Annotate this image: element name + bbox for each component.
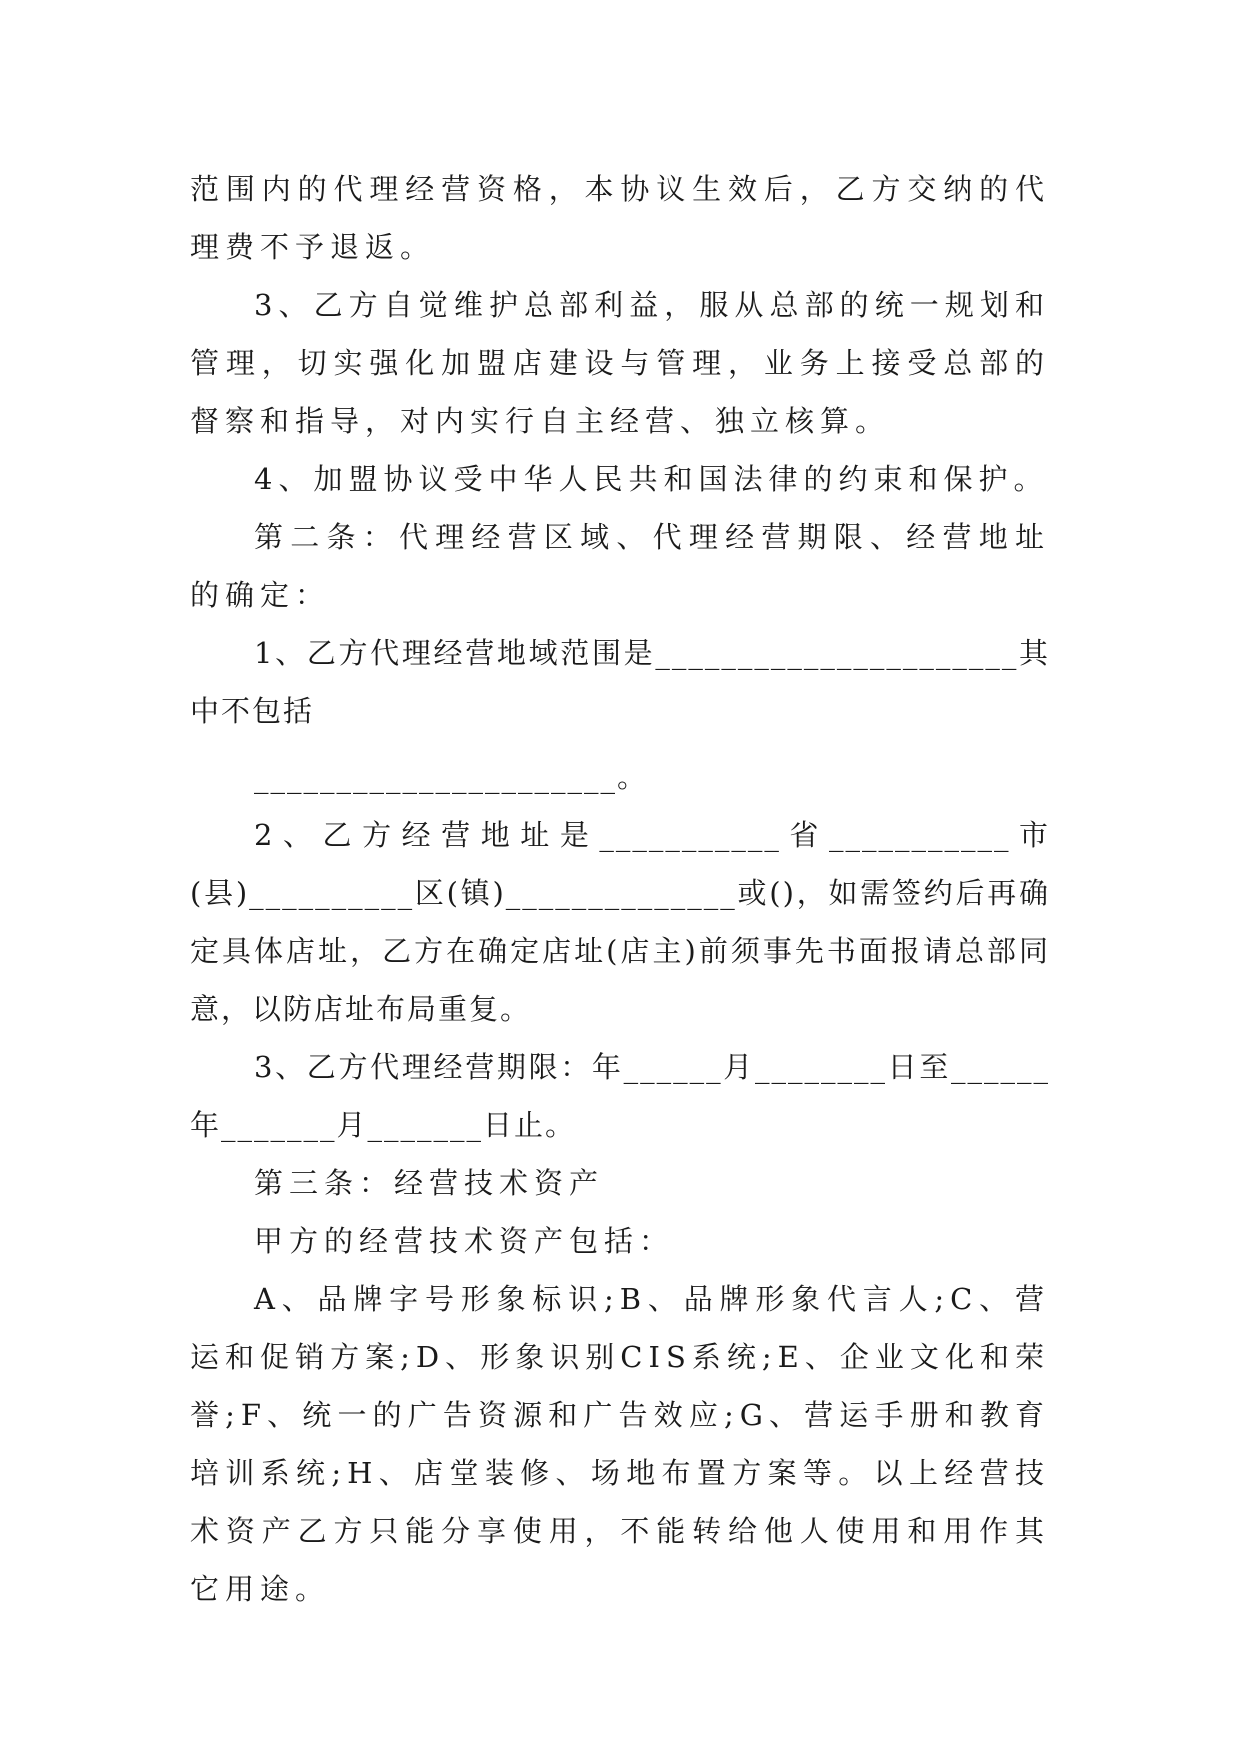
document-body xyxy=(190,160,1050,1618)
paragraph-scope-continued: 范围内的代理经营资格，本协议生效后，乙方交纳的代理费不予退返。 xyxy=(190,172,1050,264)
paragraph-business-address: 2、乙方经营地址是___________省___________市(县)__________区(镇)______________或()，如需签约后再确定具体店址，乙方在确定店址(店主)前须事先书面报请总部同意，以防店址布局重复。 xyxy=(190,818,1050,1026)
paragraph-clause-3-obligations: 3、乙方自觉维护总部利益，服从总部的统一规划和管理，切实强化加盟店建设与管理，业务上接受总部的督察和指导，对内实行自主经营、独立核算。 xyxy=(190,288,1050,438)
paragraph-assets-intro: 甲方的经营技术资产包括： xyxy=(254,1224,675,1258)
article-2-heading: 第二条：代理经营区域、代理经营期限、经营地址的确定： xyxy=(190,520,1050,612)
paragraph-clause-4-law: 4、加盟协议受中华人民共和国法律的约束和保护。 xyxy=(254,462,1049,496)
paragraph-territory-scope: 1、乙方代理经营地域范围是______________________其中不包括 xyxy=(190,636,1050,728)
article-3-heading: 第三条：经营技术资产 xyxy=(254,1166,605,1200)
paragraph-assets-list: A、品牌字号形象标识;B、品牌形象代言人;C、营运和促销方案;D、形象识别CIS系统;E、企业文化和荣誉;F、统一的广告资源和广告效应;G、营运手册和教育培训系统;H、店堂装修、场地布置方案等。以上经营技术资产乙方只能分享使用，不能转给他人使用和用作其它用途。 xyxy=(190,1282,1050,1606)
paragraph-exclusion-blank: ______________________。 xyxy=(254,760,649,794)
paragraph-term: 3、乙方代理经营期限：年______月________日至______年_______月_______日止。 xyxy=(190,1050,1050,1142)
